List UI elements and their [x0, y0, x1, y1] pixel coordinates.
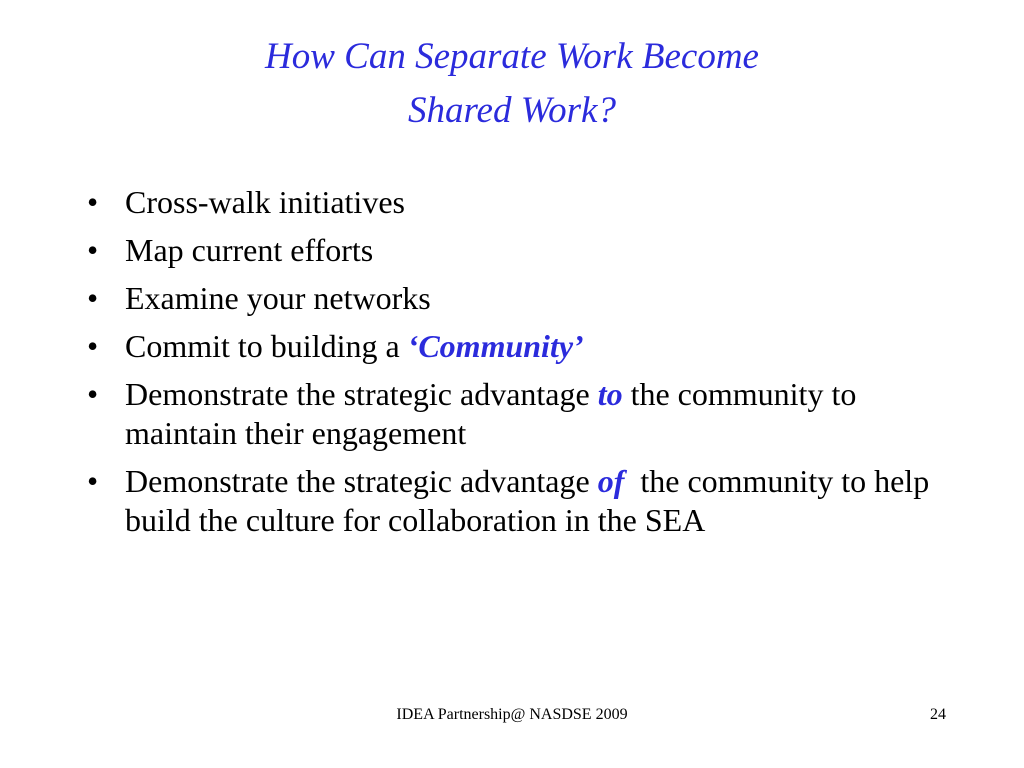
bullet-item: [84, 462, 944, 540]
bullet-text: Demonstrate the strategic advantage: [125, 376, 598, 412]
bullet-text: Cross-walk initiatives: [125, 184, 405, 220]
footer-source: IDEA Partnership@ NASDSE 2009: [396, 706, 628, 723]
bullet-item: [84, 375, 944, 453]
slide-title-line-1: How Can Separate Work Become: [265, 36, 759, 77]
bullet-text: Demonstrate the strategic advantage: [125, 463, 598, 499]
bullet-item: [84, 183, 944, 222]
bullet-item: [84, 327, 944, 366]
slide-title-line-2: Shared Work?: [408, 90, 616, 131]
emphasis-to: to: [597, 376, 623, 412]
bullet-text-continued: the community to maintain their engagement: [125, 376, 857, 451]
bullet-icon: •: [87, 280, 99, 316]
bullet-item: [84, 231, 944, 270]
emphasis-of: of: [597, 463, 625, 499]
page-number: 24: [930, 706, 946, 723]
bullet-icon: •: [87, 184, 99, 220]
bullet-list: [84, 183, 944, 549]
bullet-icon: •: [87, 376, 99, 412]
emphasis-community: ‘Community’: [407, 328, 584, 364]
bullet-item: [84, 279, 944, 318]
bullet-icon: •: [87, 463, 99, 499]
bullet-text-continued: the community to help build the culture for collaboration in the SEA: [125, 463, 938, 538]
bullet-icon: •: [87, 232, 99, 268]
bullet-text: Map current efforts: [125, 232, 374, 268]
bullet-icon: •: [87, 328, 99, 364]
slide-title: [0, 30, 1024, 138]
bullet-text: Examine your networks: [125, 280, 431, 316]
bullet-text: Commit to building a: [125, 328, 408, 364]
